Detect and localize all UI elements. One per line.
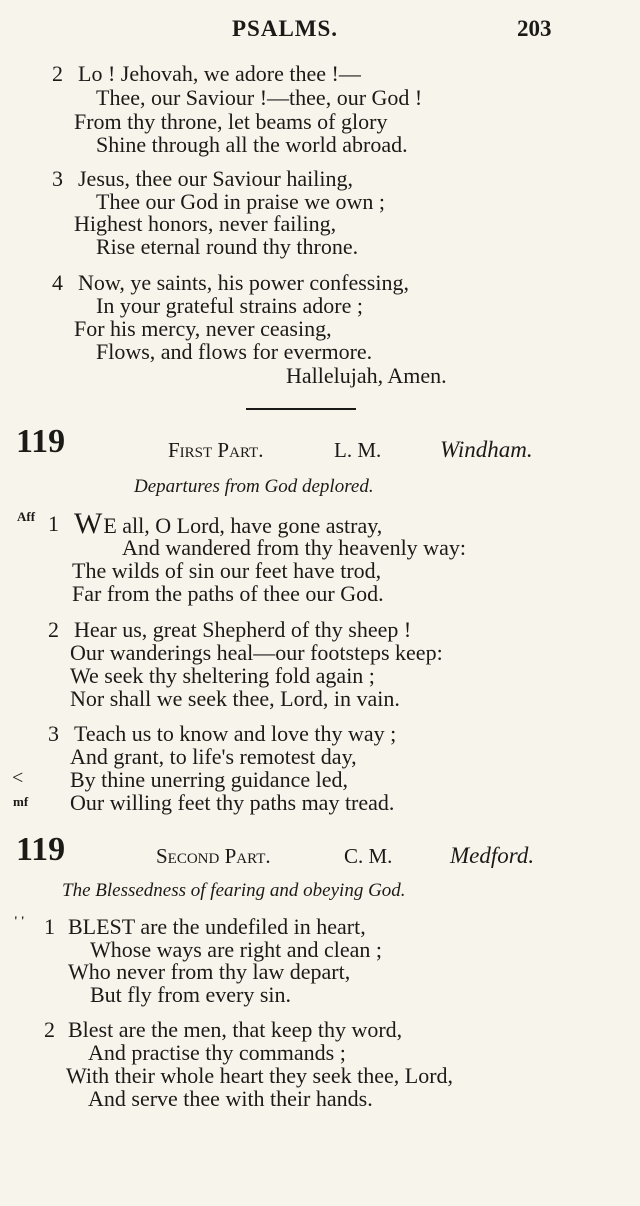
- stanza-number: 4: [52, 270, 63, 295]
- dynamic-mark: Aff: [17, 509, 36, 524]
- verse-line: Nor shall we seek thee, Lord, in vain.: [70, 686, 400, 711]
- verse-line: Now, ye saints, his power confessing,: [78, 270, 409, 295]
- verse-line: And wandered from thy heavenly way:: [122, 535, 466, 560]
- stanza-number: 1: [44, 914, 55, 939]
- verse-line: BLEST are the undefiled in heart,: [68, 914, 366, 939]
- verse-line: From thy throne, let beams of glory: [74, 109, 388, 134]
- verse-line: And serve thee with their hands.: [88, 1086, 373, 1111]
- stanza-number: 2: [52, 61, 63, 86]
- section-divider: [246, 408, 356, 410]
- dynamic-mark: ' ': [14, 913, 25, 928]
- verse-line: We seek thy sheltering fold again ;: [70, 663, 375, 688]
- verse-line: Far from the paths of thee our God.: [72, 581, 384, 606]
- verse-line: In your grateful strains adore ;: [96, 293, 363, 318]
- verse-line: Our wanderings heal—our footsteps keep:: [70, 640, 443, 665]
- verse-line: Lo ! Jehovah, we adore thee !—: [78, 61, 361, 86]
- drop-cap: W: [74, 507, 104, 540]
- stanza-number: 3: [48, 721, 59, 746]
- verse-line: The wilds of sin our feet have trod,: [72, 558, 382, 583]
- stanza-number: 3: [52, 166, 63, 191]
- psalm-number: 119: [16, 423, 66, 460]
- amen-line: Hallelujah, Amen.: [286, 363, 447, 388]
- psalm-number: 119: [16, 831, 66, 868]
- page-number: 203: [517, 16, 552, 41]
- verse-line: Thee, our Saviour !—thee, our God !: [96, 85, 423, 110]
- meter-label: L. M.: [334, 438, 382, 462]
- verse-line: With their whole heart they seek thee, Lord,: [66, 1063, 454, 1088]
- verse-line: And grant, to life's remotest day,: [70, 744, 357, 769]
- verse-line: Blest are the men, that keep thy word,: [68, 1017, 403, 1042]
- verse-line: Hear us, great Shepherd of thy sheep !: [74, 617, 412, 642]
- verse-line: By thine unerring guidance led,: [70, 767, 348, 792]
- verse-line: Our willing feet thy paths may tread.: [70, 790, 395, 815]
- verse-line: Rise eternal round thy throne.: [96, 234, 359, 259]
- tune-name: Medford.: [450, 843, 535, 868]
- verse-line: For his mercy, never ceasing,: [74, 316, 332, 341]
- verse-line: Thee our God in praise we own ;: [96, 189, 385, 214]
- hymn-subtitle: Departures from God deplored.: [134, 476, 374, 497]
- stanza-number: 2: [44, 1017, 55, 1042]
- hymn-subtitle: The Blessedness of fearing and obeying God.: [62, 880, 406, 901]
- verse-line-rest: E all, O Lord, have gone astray,: [103, 513, 383, 538]
- verse-line: And practise thy commands ;: [88, 1040, 346, 1065]
- stanza-number: 2: [48, 617, 59, 642]
- dynamic-mark: mf: [13, 794, 29, 809]
- meter-label: C. M.: [344, 844, 393, 868]
- verse-line: Teach us to know and love thy way ;: [74, 721, 397, 746]
- verse-line: Who never from thy law depart,: [68, 959, 351, 984]
- verse-line: Shine through all the world abroad.: [96, 132, 408, 157]
- verse-line: Flows, and flows for evermore.: [96, 339, 373, 364]
- verse-line: Jesus, thee our Saviour hailing,: [78, 166, 353, 191]
- stanza-number: 1: [48, 511, 59, 536]
- running-header-title: PSALMS.: [232, 16, 339, 41]
- verse-line: But fly from every sin.: [90, 982, 292, 1007]
- part-label: Second Part.: [156, 844, 271, 868]
- crescendo-mark: <: [12, 767, 24, 789]
- tune-name: Windham.: [440, 437, 533, 462]
- part-label: First Part.: [168, 438, 264, 462]
- verse-line: Highest honors, never failing,: [74, 211, 337, 236]
- verse-line: Whose ways are right and clean ;: [90, 937, 382, 962]
